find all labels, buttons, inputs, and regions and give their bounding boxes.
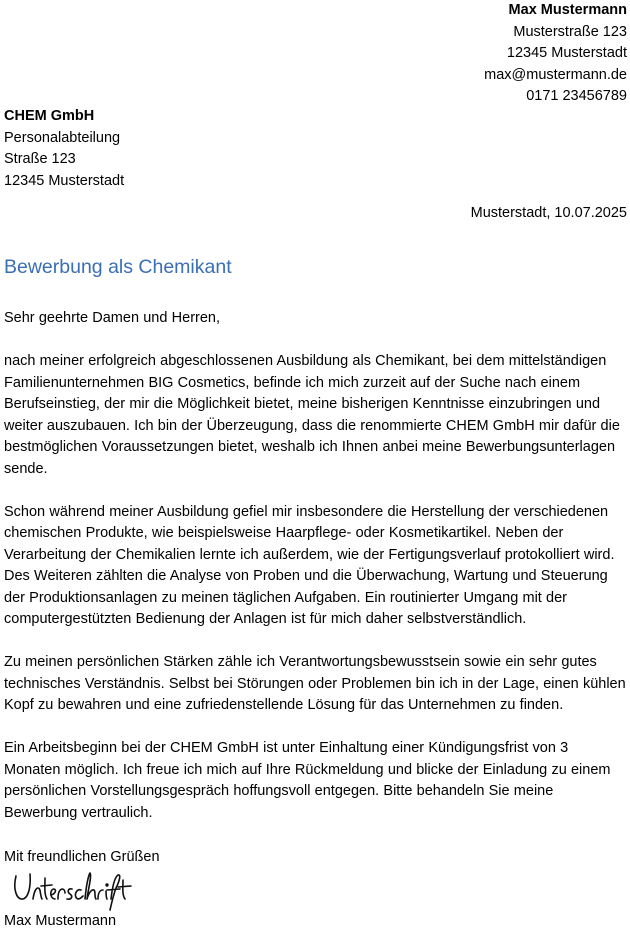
letter-date: Musterstadt, 10.07.2025	[470, 205, 627, 221]
recipient-street: Straße 123	[4, 151, 76, 167]
recipient-department: Personalabteilung	[4, 129, 121, 146]
salutation: Sehr geehrte Damen und Herren,	[4, 310, 221, 326]
sender-phone: 0171 23456789	[526, 88, 627, 104]
sender-name: Max Mustermann	[508, 2, 627, 18]
recipient-address-block	[4, 106, 124, 192]
letter-body	[4, 308, 628, 846]
recipient-city: 12345 Musterstadt	[4, 172, 125, 189]
body-paragraph: Zu meinen persönlichen Stärken zähle ich Verantwortungsbewusstsein sowie ein sehr gutes technisches Verständnis. Selbst bei Störungen oder Problemen bin ich in der Lage, einen kühlen Kopf zu bewahren und eine zufriedenstellende Lösung für das Unternehmen zu finden.	[4, 654, 626, 713]
sender-city: 12345 Musterstadt	[506, 45, 627, 61]
body-paragraph: Schon während meiner Ausbildung gefiel mir insbesondere die Herstellung der verschiedenen chemischen Produkte, wie beispielsweise Haarpflege- oder Kosmetikartikel. Neben der Verarbeitung der Chemikalien lernte ich außerdem, wie der Fertigungsverlauf protokolliert wird. Des Weiteren zählten die Analyse von Proben und die Überwachung, Wartung und Steuerung der Produktionsanlagen zu meinen täglichen Aufgaben. Ein routinierter Umgang mit der computergestützten Bedienung der Anlagen ist für mich daher selbstverständlich.	[4, 503, 615, 627]
sender-email: max@mustermann.de	[484, 66, 627, 83]
closing-phrase: Mit freundlichen Grüßen	[4, 849, 160, 865]
signer-name: Max Mustermann	[4, 913, 117, 929]
sender-street: Musterstraße 123	[513, 23, 627, 40]
sender-address-block	[484, 0, 627, 108]
handwritten-signature	[10, 866, 134, 912]
recipient-company: CHEM GmbH	[4, 108, 95, 124]
body-paragraph: Ein Arbeitsbeginn bei der CHEM GmbH ist unter Einhaltung einer Kündigungsfrist von 3 Monaten möglich. Ich freue ich mich auf Ihre Rückmeldung und blicke der Einladung zu einem persönlichen Vorstellungsgespräch hoffungsvoll entgegen. Bitte behandeln Sie meine Bewerbung vertraulich.	[4, 740, 611, 821]
letter-subject: Bewerbung als Chemikant	[4, 256, 232, 278]
body-paragraph: nach meiner erfolgreich abgeschlossenen Ausbildung als Chemikant, bei dem mittelständigen Familienunternehmen BIG Cosmetics, befinde ich mich zurzeit auf der Suche nach einem Berufseinstieg, der mir die Möglichkeit bietet, meine bisherigen Kenntnisse einzubringen und weiter auszubauen. Ich bin der Überzeugung, dass die renommierte CHEM GmbH mir dafür die bestmöglichen Voraussetzungen bietet, weshalb ich Ihnen anbei meine Bewerbungsunterlagen sende.	[4, 353, 620, 477]
